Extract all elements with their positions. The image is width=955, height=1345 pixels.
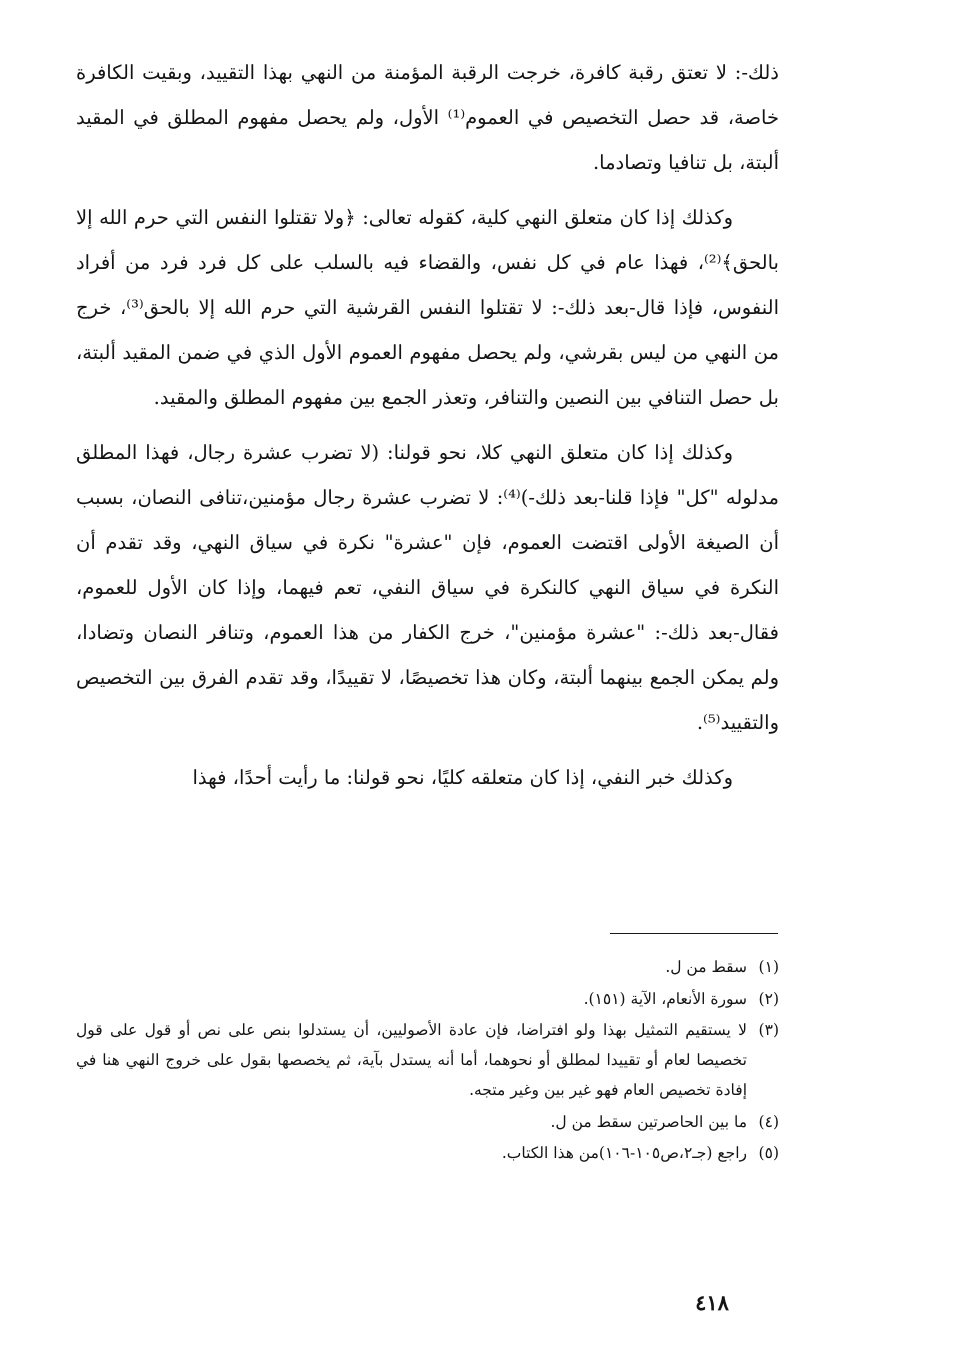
- paragraph-1: ذلك-: لا تعتق رقبة كافرة، خرجت الرقبة المؤمنة من النهي بهذا التقييد، وبقيت الكافرة خاصة، قد حصل التخصيص في العموم⁽¹⁾ الأول، ولم يحصل مفهوم المطلق في المقيد ألبتة، بل تنافيا وتصادما.: [76, 61, 780, 174]
- footnote-separator: [610, 933, 778, 934]
- footnote-marker: (٤): [758, 1112, 779, 1131]
- paragraph-3: وكذلك إذا كان متعلق النهي كلا، نحو قولنا: (لا تضرب عشرة رجال، فهذا المطلق مدلوله "كل" فإذا قلنا-بعد ذلك-)⁽⁴⁾: لا تضرب عشرة رجال مؤمنين،تنافى النصان، بسبب أن الصيغة الأولى اقتضت العموم، فإن "عشرة" نكرة في سياق النهي، وقد تقدم أن النكرة في سياق النهي كالنكرة في سياق النفي، تعم فيهما، وإذا كان الأول للعموم، فقال-بعد ذلك-: "عشرة مؤمنين"، خرج الكفار من هذا العموم، وتنافر النصان وتضادا، ولم يمكن الجمع بينهما ألبتة، وكان هذا تخصيصًا، لا تقييدًا، وقد تقدم الفرق بين التخصيص والتقييد⁽⁵⁾.: [76, 441, 779, 734]
- footnote-text: ما بين الحاصرتين سقط من ل.: [550, 1112, 747, 1131]
- main-text: [76, 50, 779, 810]
- footnote-5: [76, 1138, 779, 1168]
- footnote-text: سقط من ل.: [665, 958, 747, 976]
- footnote-1: [76, 952, 779, 982]
- footnotes: [76, 952, 779, 1170]
- paragraph-4: وكذلك خبر النفي، إذا كان متعلقه كليًا، نحو قولنا: ما رأيت أحدًا، فهذا: [192, 766, 733, 789]
- footnote-marker: (٥): [758, 1144, 779, 1162]
- footnote-3: [76, 1015, 779, 1105]
- paragraph-2: وكذلك إذا كان متعلق النهي كلية، كقوله تعالى: ﴿ولا تقتلوا النفس التي حرم الله إلا بالحق﴾⁽²⁾، فهذا عام في كل نفس، والقضاء فيه بالسلب على كل فرد فرد من أفراد النفوس، فإذا قال-بعد ذلك-: لا تقتلوا النفس القرشية التي حرم الله إلا بالحق⁽³⁾، خرج من النهي من ليس بقرشي، ولم يحصل مفهوم العموم الأول الذي في ضمن المقيد ألبتة، بل حصل التنافي بين النصين والتنافر، وتعذر الجمع بين مفهوم المطلق والمقيد.: [76, 206, 779, 409]
- footnote-2: [76, 984, 779, 1014]
- footnote-text: سورة الأنعام، الآية (١٥١).: [583, 989, 747, 1008]
- footnote-marker: (١): [758, 958, 779, 976]
- footnote-text: لا يستقيم التمثيل بهذا ولو افتراضا، فإن عادة الأصوليين، أن يستدلوا بنص على نص أو قول على قول تخصيصا لعام أو تقييدا لمطلق أو نحوهما، أما أنه يستدل بآية، ثم يخصصها بقول على خروج النهي هنا في إفادة تخصيص العام فهو غير بين وغير متجه.: [76, 1021, 747, 1099]
- footnote-marker: (٢): [758, 989, 779, 1008]
- page-number: ٤١٨: [695, 1290, 729, 1315]
- footnote-marker: (٣): [758, 1021, 779, 1039]
- footnote-4: [76, 1107, 779, 1137]
- footnote-text: راجع (جـ٢،ص١٠٥-١٠٦)من هذا الكتاب.: [501, 1144, 747, 1162]
